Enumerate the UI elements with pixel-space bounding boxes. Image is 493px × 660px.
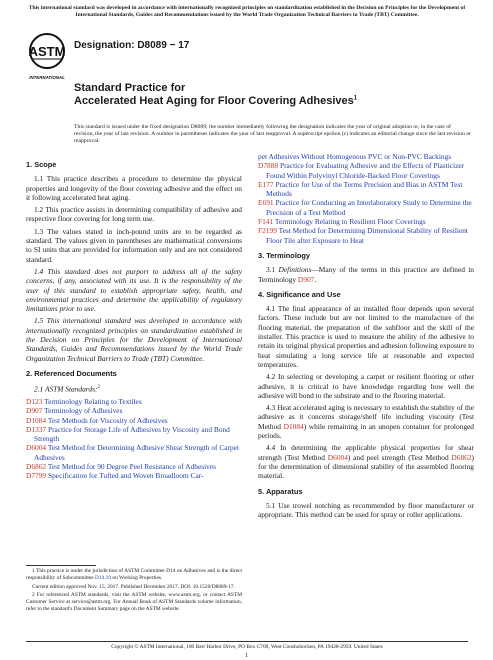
designation: Designation: D8089 − 17 [74,40,190,51]
svg-text:INTERNATIONAL: INTERNATIONAL [29,75,65,80]
section-heading-terminology: 3. Terminology [258,250,311,260]
reference-item [26,416,242,425]
footnote-1-text: 1 This practice is under the jurisdiction of ASTM Committee D14 on Adhesives and is the direct responsibility of Subcommittee [26,568,242,581]
reference-item [258,161,474,180]
top-notice: This international standard was developed in accordance with internationally recognized principles on standardization established in the Decision on Principles for the Development of International Standards, Guides and Recommendations issued by the World Trade Organization Technical Barriers to Trade (TBT) Committee. [28,5,466,18]
terminology-para-end: . [314,274,317,284]
section-heading-referenced-documents: 2. Referenced Documents [26,368,117,378]
reference-code-link[interactable]: D1084 [26,415,47,425]
title-block [74,82,357,108]
significance-para-3-end: ) while remaining in an unopen container for prolonged periods. [258,421,475,441]
section-heading-scope: 1. Scope [26,160,57,169]
significance-para-4-end: ) for the determination of dimensional stability of the assembled flooring material. [258,452,475,481]
title-line-1: Standard Practice for [74,82,186,94]
reference-item [26,397,242,406]
astm-logo-icon [27,31,67,83]
apparatus-para-1: 5.1 Use trowel notching as recommended by floor manufacturer or appropriate. This method can be used for spray or roller applications. [258,500,474,520]
reference-title-link[interactable]: Specification for Tufted and Woven Broadloom Car- [47,471,204,481]
footnotes [26,568,242,615]
right-column [258,152,474,522]
significance-para-4-text: 4.4 In determining the applicable physical properties for shear strength (Test Method [258,443,474,462]
terminology-definitions-term: Definitions [278,265,312,275]
title-footnote-mark: 1 [353,95,358,102]
terminology-ref-link[interactable]: D907 [297,274,315,284]
page-number: 1 [244,652,249,659]
reference-title-link[interactable]: Practice for Use of the Terms Precision and Bias in ASTM Test Methods [266,179,463,199]
reference-title-link[interactable]: Test Method for Determining Dimensional Stability of Resilient Floor Tile after Exposure to Heat [266,226,468,245]
reference-code-link[interactable]: F2199 [258,226,277,236]
astm-standards-footnote-mark: 2 [97,385,100,391]
svg-text:ASTM: ASTM [28,44,66,59]
left-column [26,154,242,481]
reference-code-link[interactable]: D6862 [26,462,47,472]
reference-title-link[interactable]: Terminology Relating to Textiles [44,397,142,406]
reference-code-link[interactable]: D1337 [26,424,47,434]
reference-item [258,198,474,217]
reference-title-link[interactable]: pet Adhesives Without Homogenous PVC or Non-PVC Backings [258,152,452,161]
reference-title-link[interactable]: Terminology Relating to Resilient Floor Coverings [274,217,426,227]
astm-standards-label: 2.1 ASTM Standards: [34,384,98,394]
reference-title-link[interactable]: Practice for Storage Life of Adhesives by Viscosity and Bond Strength [34,424,230,444]
reference-code-link[interactable]: E691 [258,198,274,208]
section-heading-significance: 4. Significance and Use [258,289,341,299]
reference-item [26,425,242,444]
reference-title-link[interactable]: Terminology of Adhesives [44,406,123,416]
scope-para-1: 1.1 This practice describes a procedure to determine the physical properties and longevity of the floor covering adhesive and the effect on it following accelerated heat aging. [26,174,242,202]
footnote-1 [26,568,242,582]
title-text: Accelerated Heat Aging for Floor Covering Adhesives [74,95,354,107]
reference-item [258,152,474,161]
reference-item [258,180,474,199]
reference-title-link[interactable]: Practice for Conducting an Interlaboratory Study to Determine the Precision of a Test Method [266,198,472,217]
reference-title-link[interactable]: Practice for Evaluating Adhesive and the Effects of Plasticizer Found Within Polyvinyl Chloride-Backed Floor Coverings [266,161,465,180]
significance-para-4 [258,443,474,480]
reference-item [26,443,242,462]
reference-item [258,226,474,245]
scope-para-4: 1.4 This standard does not purport to address all of the safety concerns, if any, associated with its use. It is the responsibility of the user of this standard to establish appropriate safety, health, and environmental practices and determine the applicability of regulatory limitations prior to use. [26,266,242,314]
reference-list-left [26,397,242,481]
scope-para-3: 1.3 The values stated in inch-pound units are to be regarded as standard. The values given in parentheses are mathematical conversions to SI units that are provided for information only and are not considered standard. [26,226,242,264]
reference-code-link[interactable]: D7888 [258,161,279,171]
astm-standards-subheading [26,383,242,394]
significance-para-3-ref-link[interactable]: D1084 [283,421,304,431]
reference-item [26,406,242,415]
significance-para-3 [258,403,474,440]
reference-code-link[interactable]: F141 [258,217,274,227]
title-line-2 [74,95,357,108]
copyright-line: Copyright © ASTM International, 100 Barr Harbor Drive, PO Box C700, West Conshohocken, PA 19428-2959. United States [111,644,383,650]
reference-title-link[interactable]: Test Methods for Viscosity of Adhesives [47,415,168,425]
scope-para-5: 1.5 This international standard was developed in accordance with internationally recognized principles on standardization established in the Decision on Principles for the Development of International Standards, Guides and Recommendations issued by the World Trade Organization Technical Barriers to Trade (TBT) Committee. [26,316,242,363]
significance-para-4-ref-link-1[interactable]: D6004 [327,452,348,462]
reference-code-link[interactable]: D7799 [26,471,47,481]
reference-item [26,471,242,480]
footnote-2: 2 For referenced ASTM standards, visit the ASTM website, www.astm.org, or contact ASTM Customer Service at service@astm.org. For Annual Book of ASTM Standards volume information, refer to the standard's Document Summary page on the ASTM website. [26,592,242,612]
significance-para-4-mid: ) and peel strength (Test Method [347,452,452,462]
footnote-divider [26,565,96,566]
reference-item [258,217,474,226]
scope-para-2: 1.2 This practice assists in determining compatibility of adhesive and respective floor covering for long term use. [26,205,242,224]
reference-code-link[interactable]: D6004 [26,443,47,453]
terminology-para-text: —Many of the terms in this practice are defined in Terminology [258,265,474,284]
footnote-1-end: on Working Properties. [111,574,163,581]
issue-note: This standard is issued under the fixed designation D8089; the number immediately following the designation indicates the year of original adoption or, in the case of revision, the year of last revision. A number in parentheses indicates the year of last reapproval. A superscript epsilon (ε) indicates an editorial change since the last revision or reapproval. [74,124,472,144]
footnote-1-current-edition: Current edition approved Nov. 15, 2017. Published December 2017. DOI: 10.1520/D8089-17. [32,583,235,590]
reference-title-link[interactable]: Test Method for 90 Degree Peel Resistance of Adhesives [47,462,217,472]
reference-code-link[interactable]: E177 [258,179,274,189]
significance-para-1: 4.1 The final appearance of an installed floor depends upon several factors. These include but are not limited to the manufacture of the flooring material, the preparation of the subfloor and the skill of the installer. This practice is used to measure the ability of the adhesive to retain its original physical properties and adhesion following exposure to heat simulating a long service life at reasonable and expected temperatures. [258,304,474,369]
reference-item [26,462,242,471]
bottom-divider [26,641,468,642]
reference-code-link[interactable]: D907 [26,406,43,416]
reference-list-right [258,152,474,245]
significance-para-4-ref-link-2[interactable]: D6862 [451,452,472,462]
terminology-para-number: 3.1 [266,265,279,275]
footnote-1-subcommittee-link[interactable]: D14.10 [95,574,112,581]
section-heading-apparatus: 5. Apparatus [258,486,303,496]
reference-code-link[interactable]: D123 [26,397,43,406]
significance-para-3-text: 4.3 Heat accelerated aging is necessary to establish the stability of the adhesive as it concerns storage/shelf life including viscosity (Test Method [258,403,474,431]
terminology-para-1 [258,265,474,284]
significance-para-2: 4.2 In selecting or developing a carpet or resilient flooring or other adhesive, it is critical to have knowledge regarding how well the adhesive will bond to the substrate and to the flooring material. [258,372,474,400]
reference-title-link[interactable]: Test Method for Determining Adhesive Shear Strength of Carpet Adhesives [34,443,240,462]
